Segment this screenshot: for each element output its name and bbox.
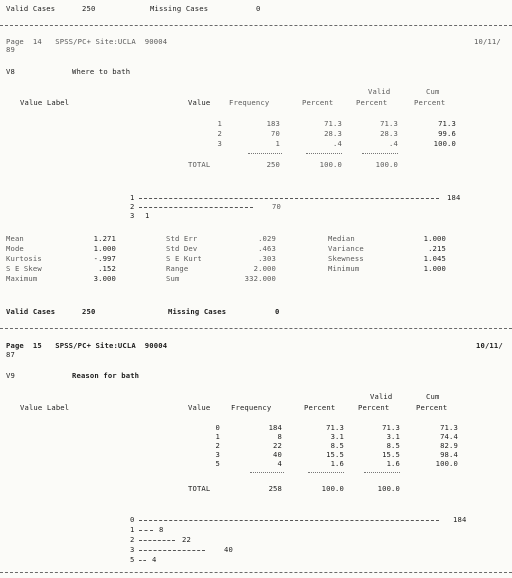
row-percent: 1.6 <box>330 459 344 468</box>
valid-cases-value: 250 <box>82 307 96 316</box>
histogram-label: 2 <box>130 202 135 211</box>
row-frequency: 183 <box>266 119 280 128</box>
variable-label: Reason for bath <box>72 371 140 380</box>
histogram-bar <box>139 520 439 521</box>
total-underline <box>362 153 398 154</box>
stat-value-mean: 1.271 <box>93 234 116 243</box>
stat-value-std-err: .029 <box>258 234 276 243</box>
row-percent: 8.5 <box>330 441 344 450</box>
stat-label-variance: Variance <box>328 244 364 253</box>
valid-cases-label: Valid Cases <box>6 4 56 13</box>
column-valid-percent-header: Percent <box>358 403 390 412</box>
row-valid-percent: 8.5 <box>386 441 400 450</box>
row-cum-percent: 71.3 <box>438 119 456 128</box>
total-label: TOTAL <box>188 484 211 493</box>
missing-cases-value: 0 <box>256 4 261 13</box>
total-underline <box>308 472 344 473</box>
column-cum-header: Cum <box>426 87 440 96</box>
page-divider <box>0 25 512 26</box>
row-valid-percent: 15.5 <box>382 450 400 459</box>
row-frequency: 40 <box>273 450 282 459</box>
page-header-left: Page 15 SPSS/PC+ Site:UCLA 90004 <box>6 341 168 350</box>
column-frequency-header: Frequency <box>231 403 272 412</box>
variable-name: V9 <box>6 371 15 380</box>
row-percent: 28.3 <box>324 129 342 138</box>
row-value: 3 <box>215 450 220 459</box>
row-valid-percent: .4 <box>389 139 398 148</box>
stat-label-std-err: Std Err <box>166 234 198 243</box>
column-value-header: Value <box>188 403 211 412</box>
histogram-count: 1 <box>145 211 150 220</box>
column-frequency-header: Frequency <box>229 98 270 107</box>
row-value: 5 <box>215 459 220 468</box>
row-value: 3 <box>217 139 222 148</box>
total-percent: 100.0 <box>321 484 344 493</box>
row-valid-percent: 1.6 <box>386 459 400 468</box>
page-header-cont: 89 <box>6 45 15 54</box>
stat-label-range: Range <box>166 264 189 273</box>
row-percent: 71.3 <box>324 119 342 128</box>
row-cum-percent: 100.0 <box>435 459 458 468</box>
column-value-label-header: Value Label <box>20 98 70 107</box>
stat-label-minimum: Minimum <box>328 264 360 273</box>
histogram-bar <box>139 530 153 531</box>
stat-value-se-kurt: .303 <box>258 254 276 263</box>
row-frequency: 8 <box>277 432 282 441</box>
stat-label-mean: Mean <box>6 234 24 243</box>
page-divider <box>0 572 512 573</box>
valid-cases-value: 250 <box>82 4 96 13</box>
histogram-label: 1 <box>130 193 135 202</box>
page-header-right: 10/11/ <box>474 37 501 46</box>
histogram-bar <box>139 560 146 561</box>
total-valid-percent: 100.0 <box>375 160 398 169</box>
page-header-right: 10/11/ <box>476 341 503 350</box>
total-frequency: 250 <box>266 160 280 169</box>
histogram-count: 4 <box>152 555 157 564</box>
stat-label-sum: Sum <box>166 274 180 283</box>
row-value: 0 <box>215 423 220 432</box>
total-valid-percent: 100.0 <box>377 484 400 493</box>
column-valid-header: Valid <box>370 392 393 401</box>
histogram-label: 0 <box>130 515 135 524</box>
row-valid-percent: 3.1 <box>386 432 400 441</box>
column-cum-percent-header: Percent <box>416 403 448 412</box>
row-cum-percent: 100.0 <box>433 139 456 148</box>
variable-label: Where to bath <box>72 67 131 76</box>
histogram-bar <box>139 550 205 551</box>
missing-cases-label: Missing Cases <box>168 307 227 316</box>
total-underline <box>306 153 342 154</box>
column-cum-header: Cum <box>426 392 440 401</box>
page-divider <box>0 328 512 329</box>
stat-value-maximum: 3.000 <box>93 274 116 283</box>
histogram-count: 184 <box>447 193 461 202</box>
histogram-label: 3 <box>130 545 135 554</box>
row-frequency: 184 <box>268 423 282 432</box>
row-percent: .4 <box>333 139 342 148</box>
total-underline <box>364 472 400 473</box>
stat-label-se-kurt: S E Kurt <box>166 254 202 263</box>
row-frequency: 4 <box>277 459 282 468</box>
stat-label-median: Median <box>328 234 355 243</box>
stat-label-maximum: Maximum <box>6 274 38 283</box>
row-valid-percent: 28.3 <box>380 129 398 138</box>
stat-label-se-skew: S E Skew <box>6 264 42 273</box>
missing-cases-label: Missing Cases <box>150 4 209 13</box>
total-underline <box>250 472 284 473</box>
row-cum-percent: 99.6 <box>438 129 456 138</box>
missing-cases-value: 0 <box>275 307 280 316</box>
row-cum-percent: 98.4 <box>440 450 458 459</box>
total-percent: 100.0 <box>319 160 342 169</box>
stat-value-std-dev: .463 <box>258 244 276 253</box>
row-frequency: 70 <box>271 129 280 138</box>
stat-label-std-dev: Std Dev <box>166 244 198 253</box>
total-label: TOTAL <box>188 160 211 169</box>
row-cum-percent: 71.3 <box>440 423 458 432</box>
row-value: 2 <box>215 441 220 450</box>
histogram-count: 40 <box>224 545 233 554</box>
row-value: 2 <box>217 129 222 138</box>
stat-value-median: 1.000 <box>423 234 446 243</box>
stat-value-mode: 1.000 <box>93 244 116 253</box>
column-percent-header: Percent <box>302 98 334 107</box>
column-value-label-header: Value Label <box>20 403 70 412</box>
histogram-count: 22 <box>182 535 191 544</box>
column-cum-percent-header: Percent <box>414 98 446 107</box>
row-valid-percent: 71.3 <box>382 423 400 432</box>
row-frequency: 1 <box>275 139 280 148</box>
histogram-count: 70 <box>272 202 281 211</box>
histogram-count: 184 <box>453 515 467 524</box>
stat-value-variance: .215 <box>428 244 446 253</box>
histogram-bar <box>139 207 253 208</box>
valid-cases-label: Valid Cases <box>6 307 56 316</box>
row-frequency: 22 <box>273 441 282 450</box>
stat-label-skewness: Skewness <box>328 254 364 263</box>
stat-label-mode: Mode <box>6 244 24 253</box>
row-value: 1 <box>217 119 222 128</box>
row-percent: 3.1 <box>330 432 344 441</box>
stat-value-range: 2.000 <box>253 264 276 273</box>
stat-value-minimum: 1.000 <box>423 264 446 273</box>
row-cum-percent: 82.9 <box>440 441 458 450</box>
stat-value-se-skew: .152 <box>98 264 116 273</box>
column-valid-percent-header: Percent <box>356 98 388 107</box>
histogram-bar <box>139 198 439 199</box>
total-underline <box>248 153 282 154</box>
stat-label-kurtosis: Kurtosis <box>6 254 42 263</box>
row-percent: 71.3 <box>326 423 344 432</box>
row-value: 1 <box>215 432 220 441</box>
page-header-cont: 87 <box>6 350 15 359</box>
total-frequency: 258 <box>268 484 282 493</box>
stat-value-kurtosis: -.997 <box>93 254 116 263</box>
row-cum-percent: 74.4 <box>440 432 458 441</box>
column-percent-header: Percent <box>304 403 336 412</box>
histogram-label: 2 <box>130 535 135 544</box>
variable-name: V8 <box>6 67 15 76</box>
row-valid-percent: 71.3 <box>380 119 398 128</box>
histogram-label: 1 <box>130 525 135 534</box>
column-valid-header: Valid <box>368 87 391 96</box>
page-header-left: Page 14 SPSS/PC+ Site:UCLA 90004 <box>6 37 168 46</box>
stat-value-sum: 332.000 <box>244 274 276 283</box>
histogram-count: 8 <box>159 525 164 534</box>
histogram-label: 5 <box>130 555 135 564</box>
row-percent: 15.5 <box>326 450 344 459</box>
column-value-header: Value <box>188 98 211 107</box>
stat-value-skewness: 1.045 <box>423 254 446 263</box>
histogram-bar <box>139 540 175 541</box>
histogram-label: 3 <box>130 211 135 220</box>
